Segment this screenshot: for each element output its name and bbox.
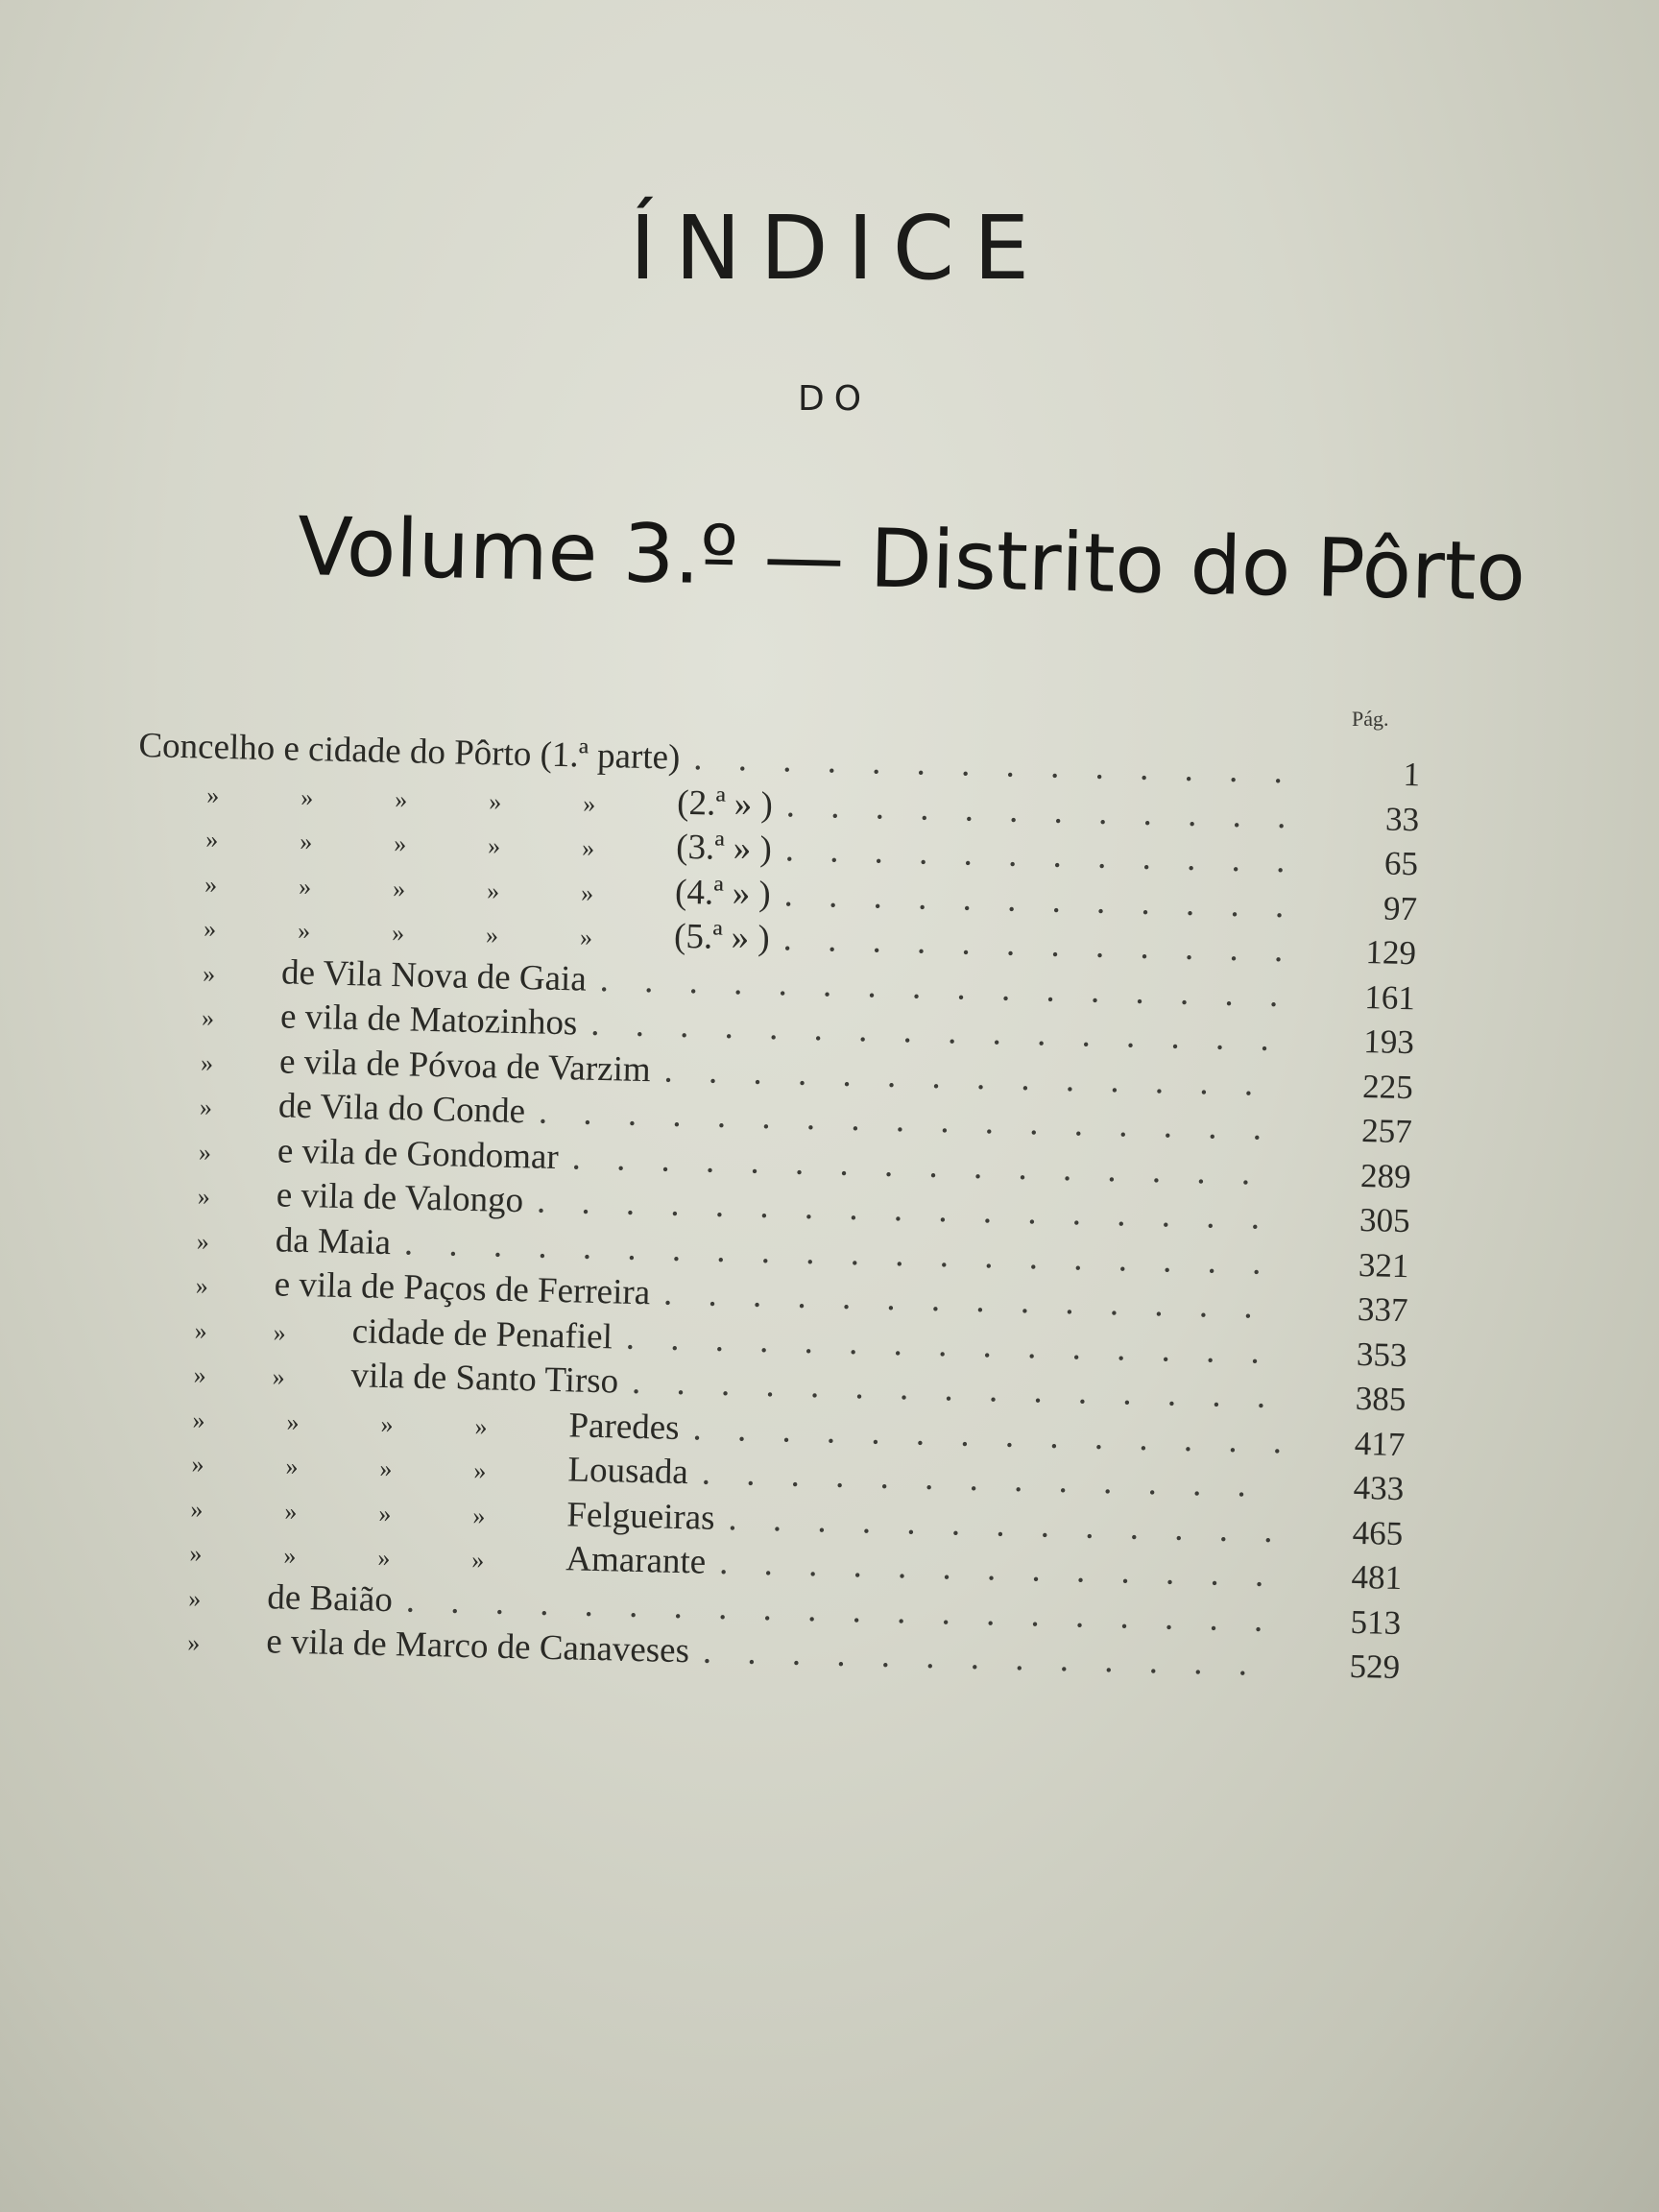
ditto-mark: » bbox=[301, 782, 314, 811]
ditto-mark: » bbox=[198, 1138, 212, 1166]
ditto-mark: » bbox=[487, 831, 501, 860]
toc-entry-text: Amarante bbox=[565, 1539, 707, 1582]
toc-page-number: 321 bbox=[1358, 1245, 1410, 1285]
toc-entry-label bbox=[200, 1084, 526, 1133]
ditto-mark: » bbox=[199, 1093, 213, 1121]
toc-entry-text: Concelho e cidade do Pôrto (1.ª parte) bbox=[138, 725, 681, 778]
toc-entry-text: cidade de Penafiel bbox=[351, 1310, 613, 1357]
ditto-mark: » bbox=[581, 833, 595, 862]
toc-entry-text: e vila de Gondomar bbox=[276, 1130, 560, 1177]
toc-page-number: 1 bbox=[1403, 755, 1421, 794]
toc-entry-label bbox=[199, 1128, 560, 1177]
title-connector: DO bbox=[797, 379, 872, 419]
toc-page-number: 33 bbox=[1384, 799, 1420, 838]
ditto-mark: » bbox=[485, 921, 499, 950]
toc-entry-text: e vila de Matozinhos bbox=[279, 997, 578, 1044]
ditto-mark: » bbox=[380, 1409, 394, 1438]
volume-subtitle: Volume 3.º — Distrito do Pôrto bbox=[296, 499, 1527, 619]
table-of-contents bbox=[118, 725, 1421, 1692]
toc-entry-text: e vila de Póvoa de Varzim bbox=[278, 1041, 652, 1090]
toc-entry-text: (2.ª » ) bbox=[676, 782, 774, 825]
toc-entry-text: (4.ª » ) bbox=[674, 872, 772, 914]
ditto-mark: » bbox=[193, 1360, 206, 1389]
ditto-mark: » bbox=[284, 1497, 298, 1526]
ditto-mark: » bbox=[377, 1543, 391, 1573]
toc-entry-text: da Maia bbox=[275, 1219, 392, 1262]
ditto-mark: » bbox=[579, 923, 593, 951]
toc-page-number: 193 bbox=[1362, 1022, 1415, 1062]
toc-page-number: 97 bbox=[1382, 888, 1418, 927]
toc-page-number: 481 bbox=[1351, 1557, 1403, 1598]
ditto-mark: » bbox=[197, 1182, 211, 1211]
ditto-mark: » bbox=[272, 1362, 285, 1391]
toc-page-number: 289 bbox=[1359, 1156, 1412, 1195]
toc-page-number: 465 bbox=[1352, 1513, 1404, 1552]
toc-entry-label bbox=[188, 1575, 393, 1621]
toc-page-number: 257 bbox=[1360, 1112, 1413, 1151]
toc-page-number: 337 bbox=[1357, 1289, 1408, 1330]
toc-page-number: 529 bbox=[1349, 1647, 1401, 1687]
ditto-mark: » bbox=[201, 1003, 215, 1032]
toc-entry-text: vila de Santo Tirso bbox=[350, 1356, 619, 1402]
ditto-mark: » bbox=[206, 781, 220, 809]
toc-page-number: 353 bbox=[1356, 1334, 1407, 1374]
toc-entry-label bbox=[138, 725, 681, 779]
toc-entry-text: (5.ª » ) bbox=[673, 916, 771, 958]
ditto-mark: » bbox=[473, 1456, 487, 1485]
ditto-mark: » bbox=[394, 784, 408, 813]
toc-entry-label bbox=[194, 1307, 613, 1358]
ditto-mark: » bbox=[488, 786, 502, 816]
toc-entry-text: de Vila do Conde bbox=[277, 1086, 526, 1132]
toc-entry-text: e vila de Marco de Canaveses bbox=[265, 1622, 690, 1671]
ditto-mark: » bbox=[286, 1407, 300, 1436]
page-title: ÍNDICE bbox=[629, 197, 1049, 300]
toc-page-number: 385 bbox=[1355, 1379, 1407, 1419]
ditto-mark: » bbox=[298, 872, 312, 901]
toc-entry-text: Lousada bbox=[567, 1450, 689, 1493]
page-column-label: Pág. bbox=[1352, 707, 1389, 731]
ditto-mark: » bbox=[189, 1539, 203, 1568]
ditto-mark: » bbox=[196, 1226, 210, 1256]
toc-entry-text: Paredes bbox=[568, 1405, 681, 1448]
toc-page-number: 305 bbox=[1358, 1200, 1411, 1240]
toc-entry-text: de Baião bbox=[266, 1576, 394, 1620]
toc-entry-text: (3.ª » ) bbox=[675, 827, 773, 869]
toc-entry-label bbox=[203, 950, 588, 999]
ditto-mark: » bbox=[378, 1499, 392, 1527]
ditto-mark: » bbox=[297, 916, 311, 946]
toc-entry-text: e vila de Valongo bbox=[276, 1175, 524, 1221]
toc-page-number: 65 bbox=[1383, 844, 1419, 883]
ditto-mark: » bbox=[190, 1494, 204, 1524]
toc-entry-text: Felgueiras bbox=[565, 1494, 716, 1538]
ditto-mark: » bbox=[393, 830, 407, 858]
ditto-mark: » bbox=[582, 789, 596, 818]
ditto-mark: » bbox=[379, 1454, 393, 1483]
ditto-mark: » bbox=[186, 1628, 201, 1657]
ditto-mark: » bbox=[299, 827, 313, 856]
toc-page-number: 433 bbox=[1353, 1468, 1405, 1508]
toc-entry-label bbox=[197, 1173, 523, 1222]
toc-entry-label bbox=[193, 1351, 618, 1402]
ditto-mark: » bbox=[202, 959, 216, 988]
ditto-mark: » bbox=[204, 870, 218, 899]
ditto-mark: » bbox=[192, 1405, 205, 1434]
ditto-mark: » bbox=[188, 1583, 202, 1613]
ditto-mark: » bbox=[283, 1541, 297, 1570]
ditto-mark: » bbox=[486, 876, 500, 905]
ditto-mark: » bbox=[580, 878, 594, 907]
ditto-mark: » bbox=[195, 1271, 209, 1300]
toc-entry-label bbox=[196, 1217, 391, 1263]
ditto-mark: » bbox=[391, 919, 405, 948]
ditto-mark: » bbox=[471, 1546, 485, 1575]
toc-page-number: 513 bbox=[1350, 1602, 1402, 1642]
toc-page-number: 129 bbox=[1365, 933, 1417, 973]
ditto-mark: » bbox=[194, 1315, 208, 1345]
ditto-mark: » bbox=[472, 1501, 486, 1529]
ditto-mark: » bbox=[204, 825, 219, 854]
toc-entry-text: de Vila Nova de Gaia bbox=[280, 951, 588, 999]
toc-entry-text: e vila de Paços de Ferreira bbox=[274, 1264, 651, 1313]
toc-entry-label bbox=[202, 995, 578, 1045]
ditto-mark: » bbox=[285, 1452, 299, 1480]
ditto-mark: » bbox=[203, 914, 217, 943]
toc-page-number: 417 bbox=[1354, 1424, 1406, 1463]
toc-page-number: 225 bbox=[1361, 1067, 1414, 1106]
ditto-mark: » bbox=[200, 1048, 214, 1077]
ditto-mark: » bbox=[273, 1317, 287, 1347]
ditto-mark: » bbox=[191, 1450, 204, 1479]
toc-page-number: 161 bbox=[1363, 977, 1416, 1017]
ditto-mark: » bbox=[392, 874, 406, 902]
ditto-mark: » bbox=[474, 1411, 488, 1440]
